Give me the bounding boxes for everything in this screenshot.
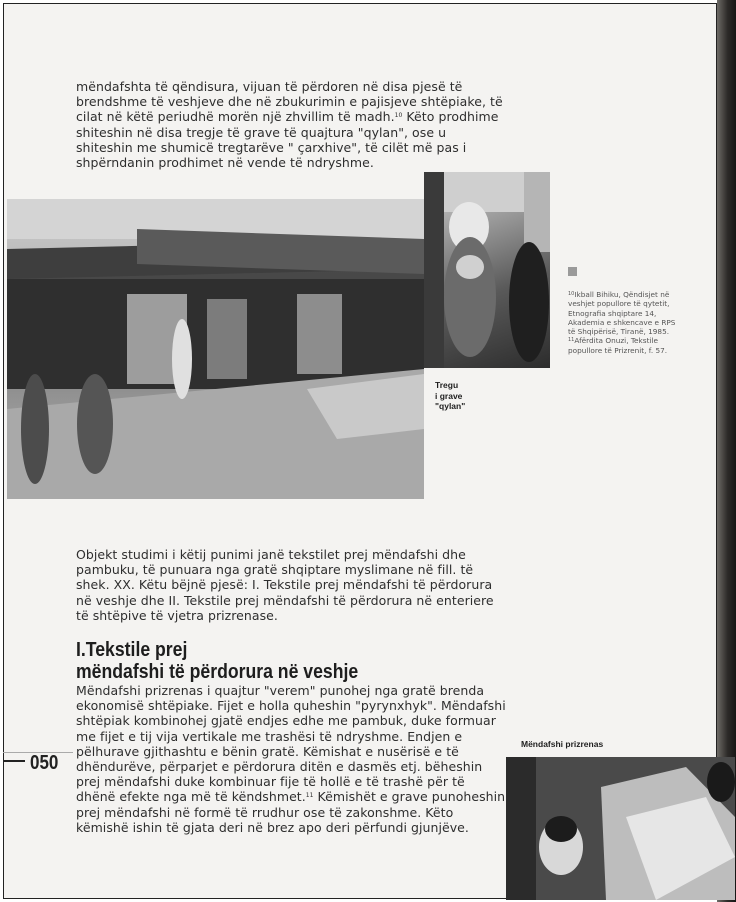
footnote-square-icon <box>568 267 577 276</box>
caption-line: i grave <box>435 390 463 401</box>
section-title-line: mëndafshi të përdorura në veshje <box>76 660 359 683</box>
silk-paragraph <box>76 683 506 835</box>
footnote-ref-11: 11 <box>305 792 314 800</box>
intro-text: mëndafshta të qëndisura, vijuan të përdoren në disa pjesë të brendshme të veshjeve dhe në zbukurimin e pajisjeve shtëpiake, të cilat në këtë periudhë morën një zhvillim të madh. <box>76 79 503 125</box>
caption-line: "qylan" <box>435 401 466 411</box>
page-number: 050 <box>30 752 59 774</box>
caption-line: Tregu <box>435 380 459 390</box>
footnote-10-number: 10 <box>568 291 575 297</box>
market-photo-illustration <box>7 199 424 499</box>
footnote-ref-10: 10 <box>394 112 403 120</box>
section-title <box>76 639 446 683</box>
silk-text-continued: Këmishët e grave punoheshin prej mëndafshi në formë të rrudhur ose të zakonshme. Këto këmishë ishin të gjata deri në brez apo deri përfundi gjunjëve. <box>76 789 506 835</box>
silk-text: Mëndafshi prizrenas i quajtur "verem" punohej nga gratë brenda ekonomisë shtëpiake. Fijet e holla quheshin "pyrynxhyk". Mëndafshi shtëpiak kombinohej gjatë endjes edhe me pambuk, duke formuar me fijet e tij vija vertikale me trashësi të ndryshme. Endjen e pëlhurave gjithashtu e bënin gratë. Këmishat e nusërisë e të dhëndurëve, përparjet e përdorura ditën e dasmës etj. bëheshin prej mëndafshi duke kombinuar fije të hollë e të trashë për të dhënë efekte nga më të këndshmet. <box>76 683 506 805</box>
footnotes <box>568 290 678 355</box>
market-photo <box>7 199 424 499</box>
intro-text-continued: Këto prodhime shiteshin në disa tregje të grave të quajtura "qylan", ose u shiteshin me shumicë tregtarëve " çarxhive", të cilët më pas i shpërndanin prodhimet në vende të ndryshme. <box>76 109 499 171</box>
silk-photo <box>506 757 735 900</box>
silk-photo-caption: Mëndafshi prizrenas <box>521 739 604 749</box>
page-number-rule <box>3 760 25 762</box>
section-title-line: I.Tekstile prej <box>76 638 188 661</box>
market-photo-caption <box>435 380 495 412</box>
footnote-11-number: 11 <box>568 337 575 344</box>
silk-photo-illustration <box>506 757 735 900</box>
objective-paragraph: Objekt studimi i këtij punimi janë tekstilet prej mëndafshi dhe pambuku, të punuara nga gratë shqiptare myslimane në fill. të shek. XX. Këtu bëjnë pjesë: I. Tekstile prej mëndafshi të përdorura në veshje dhe II. Tekstile prej mëndafshi të përdorura në enteriere të shtëpive të vjetra prizrenase. <box>76 547 494 623</box>
stall-photo <box>424 172 550 368</box>
stall-photo-illustration <box>424 172 550 368</box>
footnote-10-text: Ikball Bihiku, Qëndisjet në veshjet popullore të qytetit, Etnografia shqiptare 14, Akademia e shkencave e RPS të Shqipërisë, Tiranë, 1985. <box>568 290 676 337</box>
intro-paragraph <box>76 79 506 170</box>
footnote-11-text: Afërdita Onuzi, Tekstile popullore të Prizrenit, f. 57. <box>568 336 668 355</box>
